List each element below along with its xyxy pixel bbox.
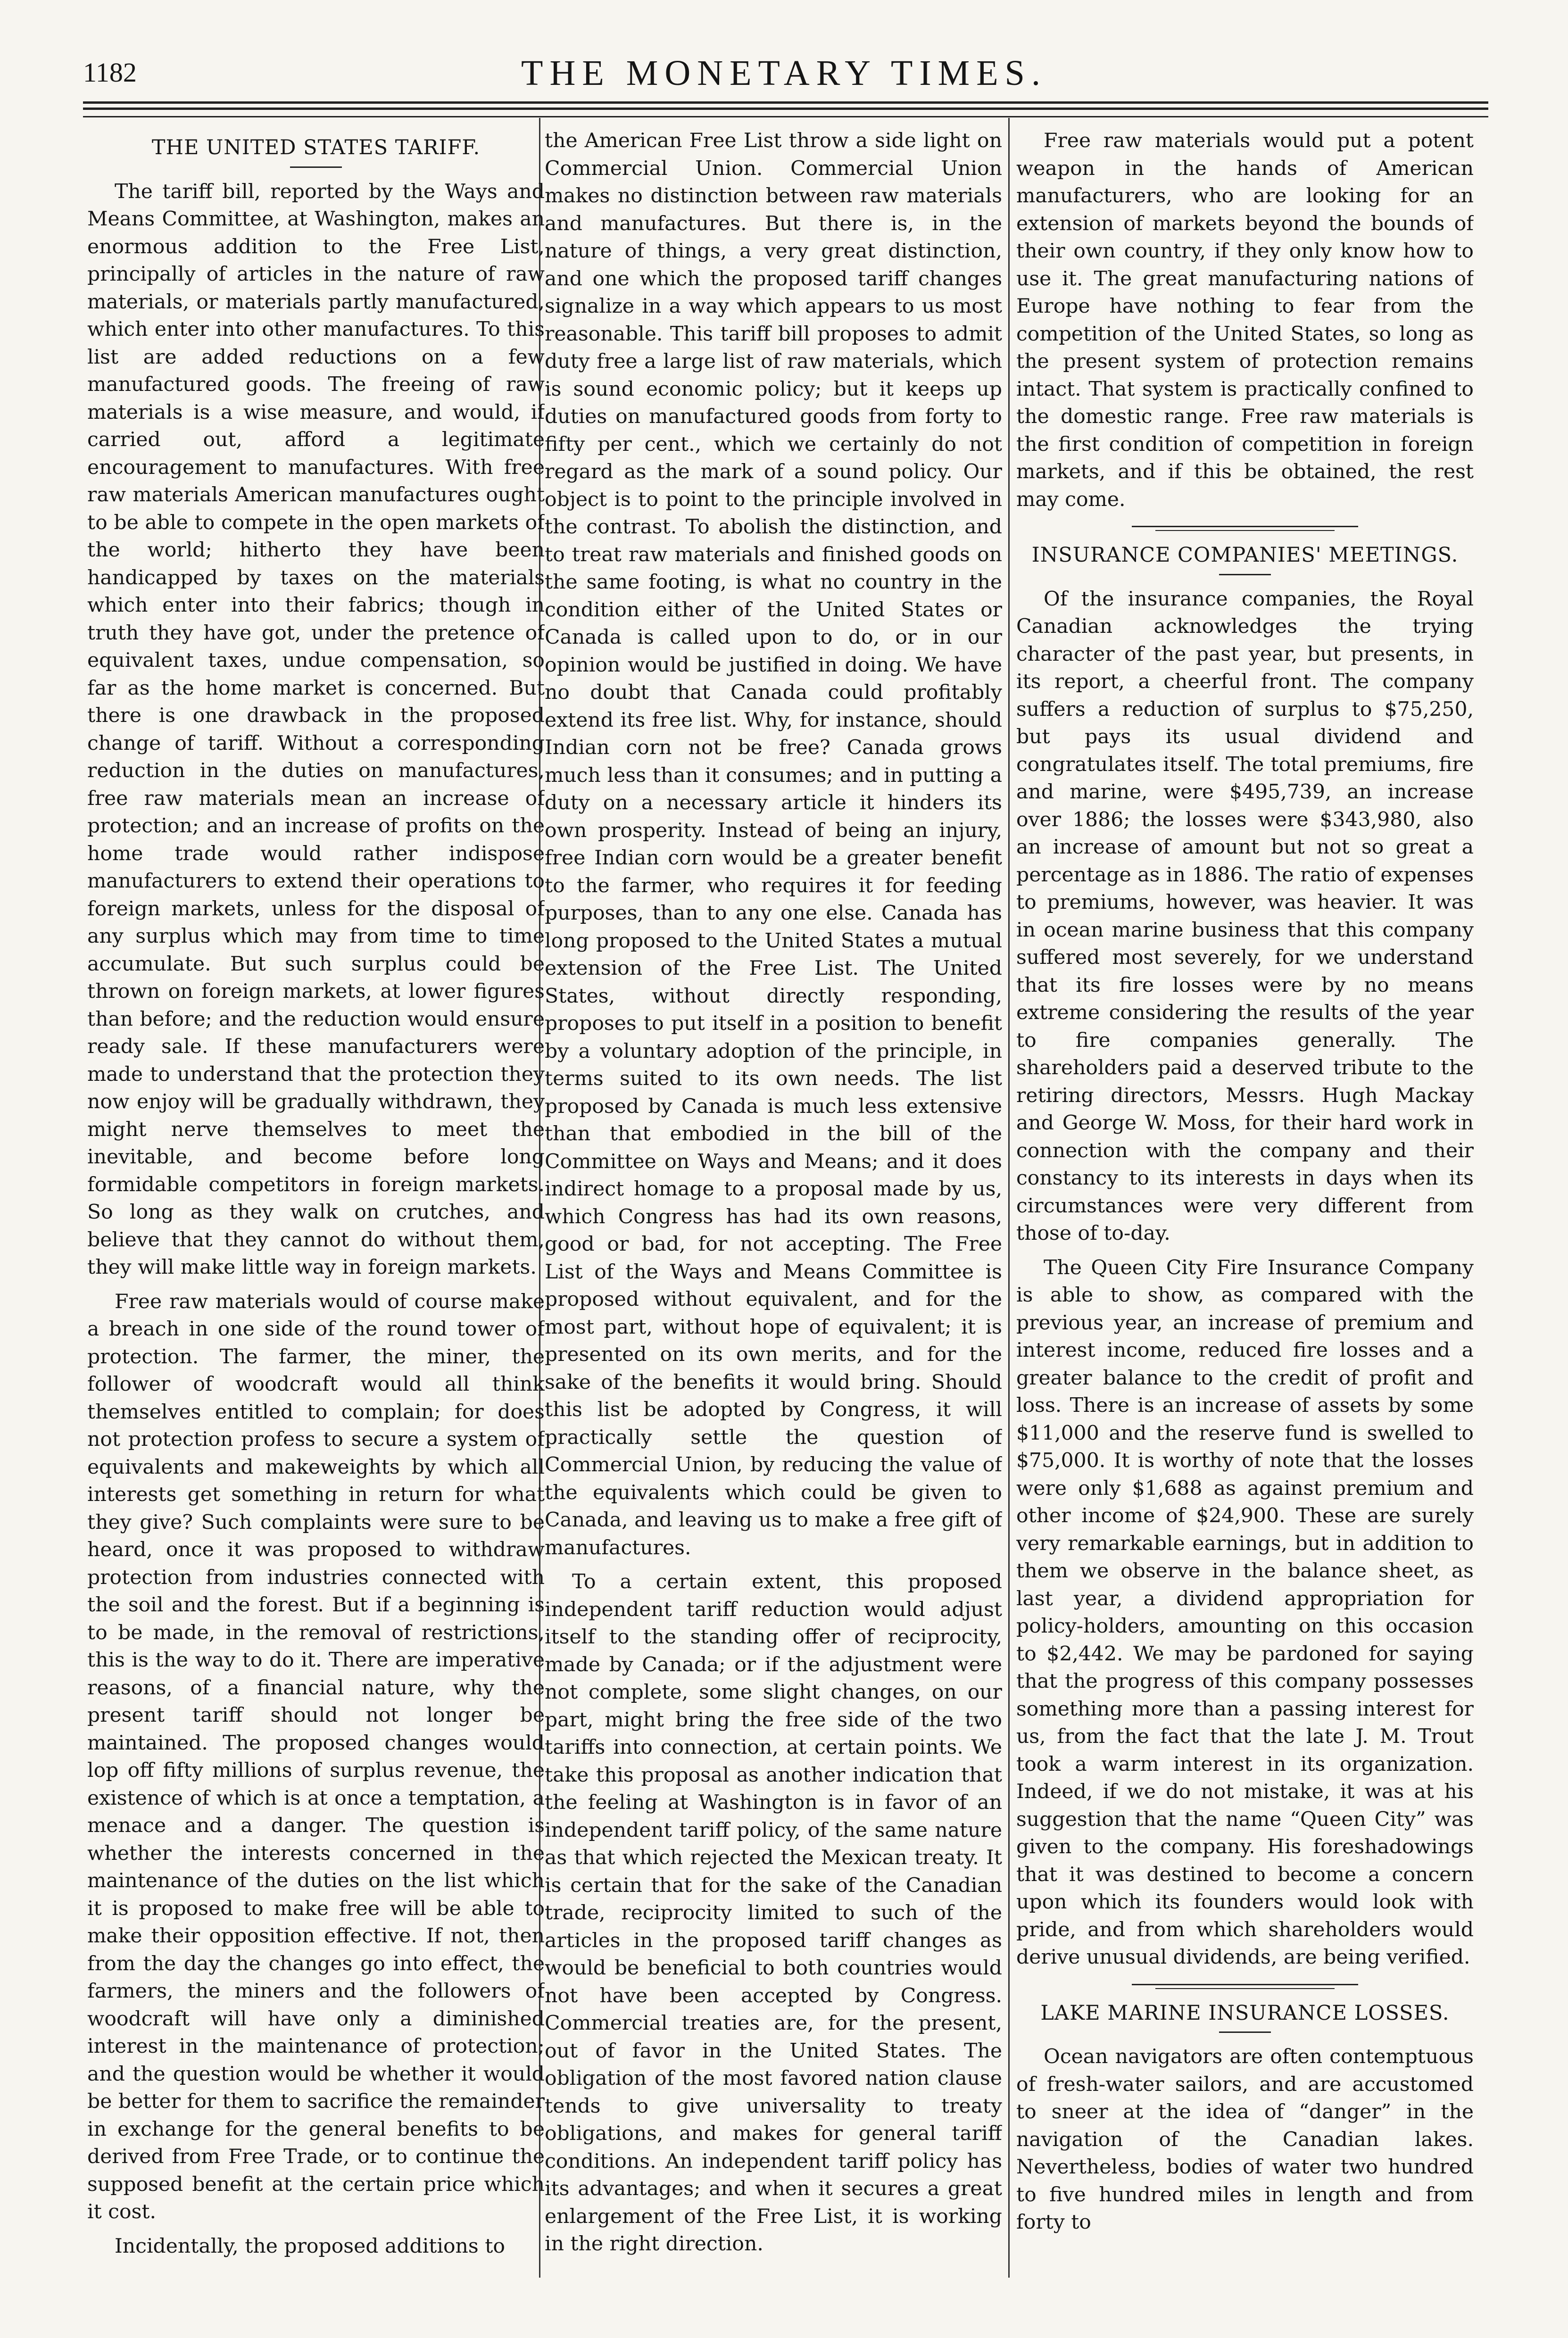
- column-divider-right: [1008, 118, 1010, 2278]
- us-tariff-paragraph-2: Free raw materials would of course make a breach in one side of the round tower of protection. The farmer, the miner, the follower of woodcraft would all think themselves entitled to complain; for does not protection profess to secure a system of equivalents and makeweights by which all interests get something in return for what they give? Such complaints were sure to be heard, once it was proposed to withdraw protection from industries connected with the soil and the forest. But if a beginning is to be made, in the removal of restrictions, this is the way to do it. There are imperative reasons, of a financial nature, why the present tariff should not longer be maintained. The proposed changes would lop off fifty millions of surplus revenue, the existence of which is at once a temptation, a menace and a danger. The question is whether the interests concerned in the maintenance of the duties on the list which it is proposed to make free will be able to make their opposition effective. If not, then from the day the changes go into effect, the farmers, the miners and the followers of woodcraft will have only a diminished interest in the maintenance of protection; and the question would be whether it would be better for them to sacrifice the remainder in exchange for the general benefits to be derived from Free Trade, or to continue the supposed benefit at the certain price which it cost.: [87, 1290, 545, 2223]
- title-rule: [1219, 574, 1271, 575]
- page-number: 1182: [83, 57, 137, 88]
- section-divider-rule-thin: [1155, 1988, 1335, 1989]
- us-tariff-paragraph-3: Incidentally, the proposed additions to: [115, 2234, 505, 2258]
- article-title-insurance-meetings: INSURANCE COMPANIES' MEETINGS.: [1031, 543, 1459, 567]
- title-rule: [1219, 2031, 1271, 2033]
- masthead-rule-bottom: [83, 116, 1488, 117]
- section-divider-rule: [1132, 526, 1358, 527]
- title-rule: [290, 166, 342, 168]
- column-2: [545, 127, 1002, 2297]
- masthead-rule-middle: [83, 108, 1488, 110]
- masthead-rule-top: [83, 101, 1488, 104]
- us-tariff-paragraph-3-continued: the American Free List throw a side light on Commercial Union. Commercial Union makes no distinction between raw materials and manufactures. But there is, in the nature of things, a very great distinction, and one which the proposed tariff changes signalize in a way which appears to us most reasonable. This tariff bill proposes to admit duty free a large list of raw materials, which is sound economic policy; but it keeps up duties on manufactured goods from forty to fifty per cent., which we certainly do not regard as the mark of a sound policy. Our object is to point to the principle involved in the contrast. To abolish the distinction, and to treat raw materials and finished goods on the same footing, is what no country in the condition either of the United States or Canada is called upon to do, or in our opinion would be justified in doing. We have no doubt that Canada could profitably extend its free list. Why, for instance, should Indian corn not be free? Canada grows much less than it consumes; and in putting a duty on a necessary article it hinders its own prosperity. Instead of being an injury, free Indian corn would be a greater benefit to the farmer, who requires it for feeding purposes, than to any one else. Canada has long proposed to the United States a mutual extension of the Free List. The United States, without directly responding, proposes to put itself in a position to benefit by a voluntary adoption of the principle, in terms suited to its own needs. The list proposed by Canada is much less extensive than that embodied in the bill of the Committee on Ways and Means; and it does indirect homage to a proposal made by us, which Congress has had its own reasons, good or bad, for not accepting. The Free List of the Ways and Means Committee is proposed without equivalent, and for the most part, without hope of equivalent; it is presented on its own merits, and for the sake of the benefits it would bring. Should this list be adopted by Congress, it will practically settle the question of Commercial Union, by reducing the value of the equivalents which could be given to Canada, and leaving us to make a free gift of manufactures.: [545, 129, 1002, 1559]
- us-tariff-paragraph-1: The tariff bill, reported by the Ways and Means Committee, at Washington, makes an enormous addition to the Free List, principally of articles in the nature of raw materials, or materials partly manufactured, which enter into other manufactures. To this list are added reductions on a few manufactured goods. The freeing of raw materials is a wise measure, and would, if carried out, afford a legitimate encouragement to manufactures. With free raw materials American manufactures ought to be able to compete in the open markets of the world; hitherto they have been handicapped by taxes on the materials which enter into their fabrics; though in truth they have got, under the pretence of equivalent taxes, undue compensation, so far as the home market is concerned. But there is one drawback in the proposed change of tariff. Without a corresponding reduction in the duties on manufactures, free raw materials mean an increase of protection; and an increase of profits on the home trade would rather indispose manufacturers to extend their operations to foreign markets, unless for the disposal of any surplus which may from time to time accumulate. But such surplus could be thrown on foreign markets, at lower figures than before; and the reduction would ensure ready sale. If these manufacturers were made to understand that the protection they now enjoy will be gradually withdrawn, they might nerve themselves to meet the inevitable, and become before long formidable competitors in foreign markets. So long as they walk on crutches, and believe that they cannot do without them, they will make little way in foreign markets.: [87, 180, 545, 1279]
- section-divider-rule: [1132, 1984, 1358, 1985]
- article-title-us-tariff: THE UNITED STATES TARIFF.: [151, 136, 481, 159]
- column-3: [1016, 127, 1474, 2297]
- masthead-title: THE MONETARY TIMES.: [521, 53, 1047, 93]
- us-tariff-paragraph-4: To a certain extent, this proposed independent tariff reduction would adjust itself to the standing offer of reciprocity, made by Canada; or if the adjustment were not complete, some slight changes, on our part, might bring the free side of the two tariffs into connection, at certain points. We take this proposal as another indication that the feeling at Washington is in favor of an independent tariff policy, of the same nature as that which rejected the Mexican treaty. It is certain that for the sake of the Canadian trade, reciprocity limited to such of the articles in the proposed tariff changes as would be beneficial to both countries would not have been accepted by Congress. Commercial treaties are, for the present, out of favor in the United States. The obligation of the most favored nation clause tends to give universality to treaty obligations, and makes for general tariff conditions. An independent tariff policy has its advantages; and when it secures a great enlargement of the Free List, it is working in the right direction.: [545, 1570, 1002, 2255]
- us-tariff-paragraph-5: Free raw materials would put a potent weapon in the hands of American manufacturers, who are looking for an extension of markets beyond the bounds of their own country, if they only know how to use it. The great manufacturing nations of Europe have nothing to fear from the competition of the United States, so long as the present system of protection remains intact. That system is practically confined to the domestic range. Free raw materials is the first condition of competition in foreign markets, and if this be obtained, the rest may come.: [1016, 129, 1474, 511]
- lake-marine-paragraph-1: Ocean navigators are often contemptuous of fresh-water sailors, and are accustomed to sneer at the idea of “danger” in the navigation of the Canadian lakes. Nevertheless, bodies of water two hundred to five hundred miles in length and from forty to: [1016, 2045, 1474, 2234]
- section-divider-rule-thin: [1155, 530, 1335, 531]
- column-1: [87, 127, 545, 2297]
- insurance-paragraph-1: Of the insurance companies, the Royal Canadian acknowledges the trying character of the past year, but presents, in its report, a cheerful front. The company suffers a reduction of surplus to $75,250, but pays its usual dividend and congratulates itself. The total premiums, fire and marine, were $495,739, an increase over 1886; the losses were $343,980, also an increase of amount but not so great a percentage as in 1886. The ratio of expenses to premiums, however, was heavier. It was in ocean marine business that this company suffered most severely, for we understand that its fire losses were by no means extreme considering the results of the year to fire companies generally. The shareholders paid a deserved tribute to the retiring directors, Messrs. Hugh Mackay and George W. Moss, for their hard work in connection with the company and their constancy to its interests in days when its circumstances were very different from those of to-day.: [1016, 587, 1474, 1245]
- article-title-lake-marine: LAKE MARINE INSURANCE LOSSES.: [1040, 2001, 1450, 2025]
- insurance-paragraph-2: The Queen City Fire Insurance Company is able to show, as compared with the previous year, an increase of premium and interest income, reduced fire losses and a greater balance to the credit of profit and loss. There is an increase of assets by some $11,000 and the reserve fund is swelled to $75,000. It is worthy of note that the losses were only $1,688 as against premium and other income of $24,900. These are surely very remarkable earnings, but in addition to them we observe in the balance sheet, as last year, a dividend appropriation for policy-holders, amounting on this occasion to $2,442. We may be pardoned for saying that the progress of this company possesses something more than a passing interest for us, from the fact that the late J. M. Trout took a warm interest in its organization. Indeed, if we do not mistake, it was at his suggestion that the name “Queen City” was given to the company. His foreshadowings that it was destined to become a concern upon which its founders would look with pride, and from which shareholders would derive unusual dividends, are being verified.: [1016, 1256, 1474, 1969]
